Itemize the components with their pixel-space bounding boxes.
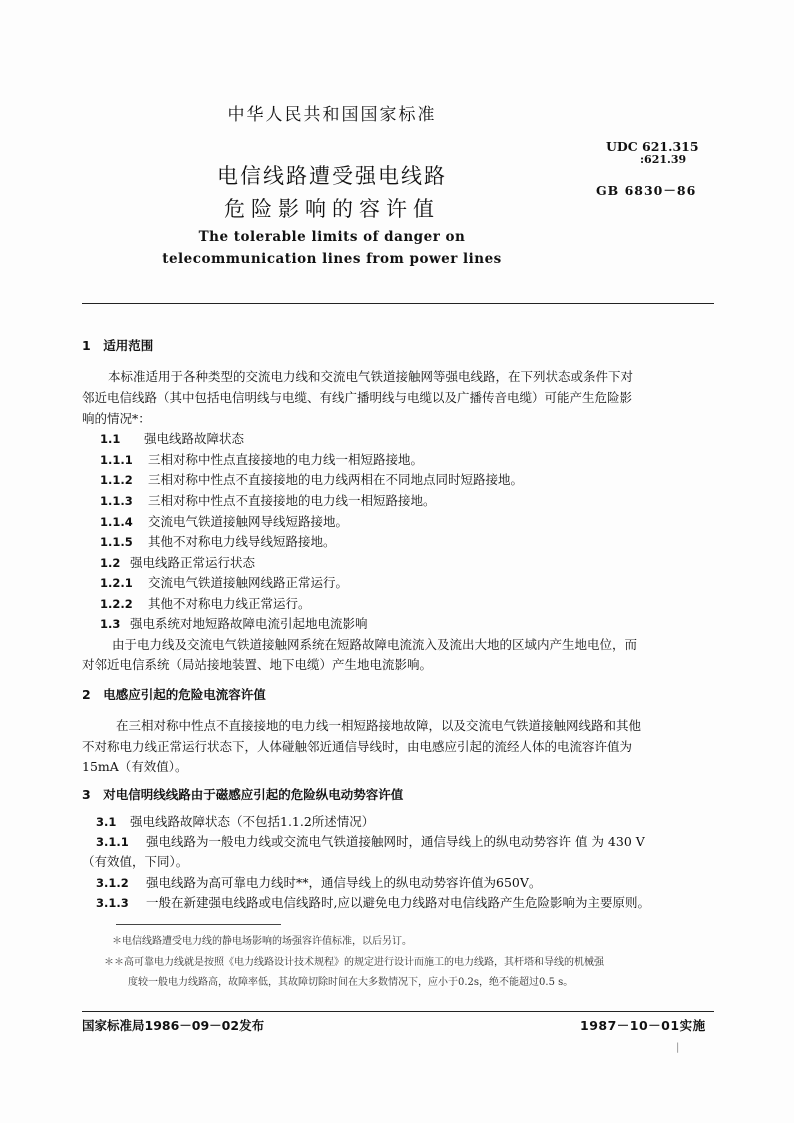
item-3-1 <box>96 812 374 830</box>
item-text: 强电线路为高可靠电力线时**，通信导线上的纵电动势容许值为650V。 <box>146 875 542 890</box>
footnote-1: ＊电信线路遭受电力线的静电场影响的场强容许值标准，以后另订。 <box>112 936 412 947</box>
implementation-date: 1987－10－01实施 <box>580 1018 706 1033</box>
item-number: 3.1.1 <box>96 835 129 849</box>
section-2-heading: 2 电感应引起的危险电流容许值 <box>82 687 266 702</box>
s13-para-line2: 对邻近电信系统（局站接地装置、地下电缆）产生地电流影响。 <box>82 657 433 672</box>
item-3-1-1-cont: （有效值，下同）。 <box>82 854 189 869</box>
item-text: 交流电气铁道接触网线路正常运行。 <box>148 575 349 590</box>
s13-para-line1: 由于电力线及交流电气铁道接触网系统在短路故障电流流入及流出大地的区域内产生地电位，而 <box>112 637 638 652</box>
issue-date: 国家标准局1986－09－02发布 <box>82 1018 265 1033</box>
footnote-divider <box>116 924 281 925</box>
item-number: 1.2.2 <box>100 597 133 611</box>
item-number: 1.1.5 <box>100 535 133 549</box>
s2-para-line2: 不对称电力线正常运行状态下，人体碰触邻近通信导线时，由电感应引起的流经人体的电流容许值为 <box>82 739 633 754</box>
item-number: 3.1.2 <box>96 876 129 890</box>
title-en-line2: telecommunication lines from power lines <box>162 251 502 267</box>
section-3-heading: 3 对电信明线线路由于磁感应引起的危险纵电动势容许值 <box>82 787 404 802</box>
item-number: 1.2 <box>100 556 121 570</box>
item-text: 三相对称中性点不直接接地的电力线两相在不同地点同时短路接地。 <box>148 472 524 487</box>
item-1-2-1 <box>100 573 348 591</box>
item-text: 强电线路故障状态 <box>144 431 245 446</box>
item-text: 交流电气铁道接触网导线短路接地。 <box>148 514 349 529</box>
item-1-2-2 <box>100 594 311 612</box>
item-text: 强电线路为一般电力线或交流电气铁道接触网时，通信导线上的纵电动势容许 值 为 430 V <box>146 834 645 849</box>
item-3-1-2 <box>96 873 541 891</box>
item-text: 强电线路正常运行状态 <box>130 555 256 570</box>
s2-para-line3: 15mA（有效值）。 <box>82 759 188 774</box>
scan-mark: | <box>676 1042 680 1053</box>
item-3-1-1 <box>96 832 645 850</box>
section-1-heading: 1 适用范围 <box>82 338 154 353</box>
item-number: 1.3 <box>100 617 121 631</box>
item-number: 1.1.4 <box>100 515 133 529</box>
s1-para-line1: 本标准适用于各种类型的交流电力线和交流电气铁道接触网等强电线路，在下列状态或条件下对 <box>108 369 634 384</box>
standard-header: 中华人民共和国国家标准 <box>227 105 437 125</box>
item-1-1-3 <box>100 491 436 509</box>
s1-para-line3: 响的情况*： <box>82 411 151 426</box>
udc-code-line1: UDC 621.315 <box>606 139 699 154</box>
item-text: 一般在新建强电线路或电信线路时,应以避免电力线路对电信线路产生危险影响为主要原则。 <box>146 895 650 910</box>
gb-code: GB 6830－86 <box>596 183 697 198</box>
item-text: 强电系统对地短路故障电流引起地电流影响 <box>130 616 368 631</box>
item-1-1-5 <box>100 532 336 550</box>
item-text: 强电线路故障状态（不包括1.1.2所述情况） <box>130 814 375 829</box>
item-3-1-3 <box>96 893 650 911</box>
item-text: 三相对称中性点直接接地的电力线一相短路接地。 <box>148 452 424 467</box>
item-1-2 <box>100 553 255 571</box>
item-text: 其他不对称电力线正常运行。 <box>148 596 311 611</box>
footnote-2-line2: 度较一般电力线路高，故障率低，其故障切除时间在大多数情况下，应小于0.2s，绝不能超过0.5 s。 <box>128 977 574 988</box>
title-en-line1: The tolerable limits of danger on <box>198 229 466 245</box>
item-number: 1.1.1 <box>100 453 133 467</box>
item-number: 1.1 <box>100 432 121 446</box>
item-1-1-2 <box>100 470 523 488</box>
udc-code-line2: :621.39 <box>640 153 687 166</box>
footnote-2-line1: ＊＊高可靠电力线就是按照《电力线路设计技术规程》的规定进行设计而施工的电力线路，其杆塔和导线的机械强 <box>104 957 604 968</box>
item-number: 1.2.1 <box>100 576 133 590</box>
item-1-1-1 <box>100 450 423 468</box>
top-divider <box>82 303 714 304</box>
item-1-1-4 <box>100 512 348 530</box>
title-cn-line2: 危险影响的容许值 <box>224 197 440 221</box>
item-number: 3.1 <box>96 815 117 829</box>
item-text: 三相对称中性点不直接接地的电力线一相短路接地。 <box>148 493 436 508</box>
item-1-3 <box>100 614 368 632</box>
item-number: 3.1.3 <box>96 896 129 910</box>
item-1-1 <box>100 429 244 447</box>
s1-para-line2: 邻近电信线路（其中包括电信明线与电缆、有线广播明线与电缆以及广播传音电缆）可能产生危险影 <box>82 390 633 405</box>
item-number: 1.1.2 <box>100 473 133 487</box>
bottom-divider <box>82 1011 714 1012</box>
title-cn-line1: 电信线路遭受强电线路 <box>217 164 447 188</box>
s2-para-line1: 在三相对称中性点不直接接地的电力线一相短路接地故障，以及交流电气铁道接触网线路和其他 <box>116 718 642 733</box>
item-number: 1.1.3 <box>100 494 133 508</box>
item-text: 其他不对称电力线导线短路接地。 <box>148 534 336 549</box>
